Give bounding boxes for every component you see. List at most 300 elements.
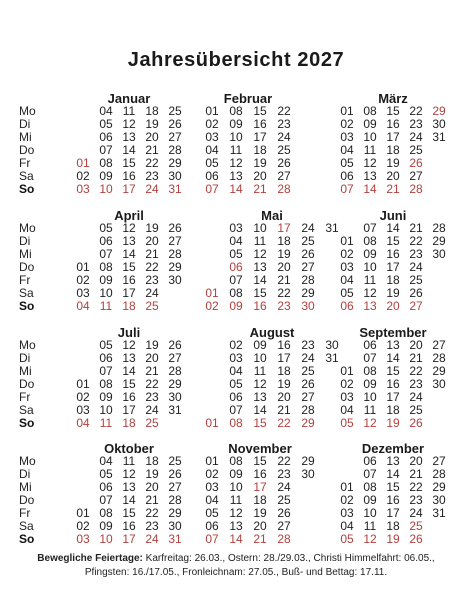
month-name: April <box>114 208 144 223</box>
day-cell: 02 <box>205 299 219 313</box>
day-cell: 22 <box>277 104 291 118</box>
day-cell: 13 <box>229 519 243 533</box>
day-cell: 16 <box>122 390 136 404</box>
day-cell: 10 <box>99 286 113 300</box>
day-cell: 09 <box>363 493 377 507</box>
day-cell: 06 <box>363 338 377 352</box>
day-cell: 25 <box>301 364 315 378</box>
day-cell: 16 <box>253 467 267 481</box>
day-cell: 26 <box>168 467 182 481</box>
day-cell: 13 <box>363 169 377 183</box>
day-cell: 16 <box>122 169 136 183</box>
day-cell: 17 <box>122 286 136 300</box>
day-cell: 13 <box>122 351 136 365</box>
day-cell: 19 <box>277 247 291 261</box>
day-cell: 14 <box>122 493 136 507</box>
month-name: August <box>249 325 295 340</box>
day-cell: 26 <box>409 416 423 430</box>
day-cell: 16 <box>386 493 400 507</box>
day-cell: 19 <box>145 338 159 352</box>
day-cell: 02 <box>229 338 243 352</box>
weekday-label: Sa <box>19 519 34 533</box>
day-cell: 31 <box>432 506 446 520</box>
weekday-label: Di <box>19 467 31 481</box>
day-cell: 18 <box>386 273 400 287</box>
day-cell: 11 <box>363 519 377 533</box>
day-cell: 07 <box>99 364 113 378</box>
day-cell: 08 <box>99 506 113 520</box>
day-cell: 09 <box>229 467 243 481</box>
day-cell: 20 <box>386 169 400 183</box>
day-cell: 24 <box>409 260 423 274</box>
day-cell: 12 <box>363 532 377 546</box>
day-cell: 18 <box>277 234 291 248</box>
day-cell: 19 <box>386 286 400 300</box>
day-cell: 24 <box>145 403 159 417</box>
day-cell: 26 <box>168 338 182 352</box>
day-cell: 05 <box>99 467 113 481</box>
day-cell: 25 <box>277 493 291 507</box>
day-cell: 30 <box>168 273 182 287</box>
day-cell: 03 <box>229 351 243 365</box>
day-cell: 14 <box>386 221 400 235</box>
day-cell: 25 <box>409 403 423 417</box>
day-cell: 17 <box>277 221 291 235</box>
day-cell: 13 <box>122 130 136 144</box>
day-cell: 20 <box>145 351 159 365</box>
day-cell: 16 <box>386 117 400 131</box>
day-cell: 07 <box>229 403 243 417</box>
day-cell: 11 <box>229 493 243 507</box>
day-cell: 06 <box>363 454 377 468</box>
month-name: November <box>228 441 292 456</box>
day-cell: 15 <box>122 260 136 274</box>
day-cell: 20 <box>409 454 423 468</box>
day-cell: 07 <box>363 221 377 235</box>
day-cell: 26 <box>168 117 182 131</box>
day-cell: 08 <box>229 286 243 300</box>
day-cell: 19 <box>253 156 267 170</box>
weekday-label: Sa <box>19 403 34 417</box>
day-cell: 14 <box>253 403 267 417</box>
day-cell: 03 <box>229 221 243 235</box>
day-cell: 20 <box>386 299 400 313</box>
movable-holidays-note <box>0 552 472 580</box>
day-cell: 12 <box>122 338 136 352</box>
day-cell: 21 <box>409 467 423 481</box>
day-cell: 28 <box>168 247 182 261</box>
day-cell: 01 <box>76 156 90 170</box>
day-cell: 16 <box>253 117 267 131</box>
weekday-label: Mi <box>19 247 32 261</box>
day-cell: 18 <box>253 493 267 507</box>
day-cell: 08 <box>363 364 377 378</box>
day-cell: 12 <box>122 467 136 481</box>
day-cell: 20 <box>277 390 291 404</box>
day-cell: 17 <box>122 182 136 196</box>
day-cell: 04 <box>76 416 90 430</box>
day-cell: 08 <box>363 234 377 248</box>
day-cell: 20 <box>409 338 423 352</box>
day-cell: 06 <box>99 351 113 365</box>
day-cell: 14 <box>122 143 136 157</box>
day-cell: 03 <box>76 182 90 196</box>
day-cell: 17 <box>386 260 400 274</box>
day-cell: 28 <box>277 532 291 546</box>
month-name: Januar <box>107 91 151 106</box>
day-cell: 04 <box>99 454 113 468</box>
day-cell: 25 <box>409 273 423 287</box>
day-cell: 05 <box>340 156 354 170</box>
day-cell: 22 <box>277 416 291 430</box>
day-cell: 30 <box>432 377 446 391</box>
day-cell: 02 <box>205 117 219 131</box>
day-cell: 27 <box>277 169 291 183</box>
day-cell: 27 <box>432 454 446 468</box>
day-cell: 15 <box>386 480 400 494</box>
day-cell: 30 <box>432 493 446 507</box>
movable-holidays-line-2: Pfingsten: 16./17.05., Fronleichnam: 27.05., Buß- und Bettag: 17.11. <box>84 567 388 578</box>
day-cell: 23 <box>409 377 423 391</box>
day-cell: 15 <box>253 104 267 118</box>
day-cell: 10 <box>99 403 113 417</box>
day-cell: 29 <box>168 260 182 274</box>
day-cell: 16 <box>277 338 291 352</box>
day-cell: 02 <box>76 390 90 404</box>
day-cell: 18 <box>277 364 291 378</box>
day-cell: 29 <box>432 480 446 494</box>
day-cell: 26 <box>409 532 423 546</box>
day-cell: 05 <box>340 416 354 430</box>
day-cell: 10 <box>229 130 243 144</box>
day-cell: 23 <box>277 467 291 481</box>
day-cell: 31 <box>168 532 182 546</box>
day-cell: 24 <box>277 480 291 494</box>
day-cell: 28 <box>432 221 446 235</box>
weekday-label: Mo <box>19 338 36 352</box>
day-cell: 22 <box>409 234 423 248</box>
day-cell: 14 <box>386 351 400 365</box>
day-cell: 21 <box>409 351 423 365</box>
day-cell: 22 <box>145 260 159 274</box>
day-cell: 05 <box>229 247 243 261</box>
day-cell: 10 <box>363 130 377 144</box>
day-cell: 08 <box>99 156 113 170</box>
day-cell: 09 <box>363 247 377 261</box>
day-cell: 05 <box>99 338 113 352</box>
day-cell: 29 <box>432 104 446 118</box>
day-cell: 01 <box>76 506 90 520</box>
day-cell: 04 <box>229 364 243 378</box>
day-cell: 19 <box>145 117 159 131</box>
day-cell: 01 <box>205 286 219 300</box>
day-cell: 11 <box>99 416 113 430</box>
day-cell: 26 <box>168 221 182 235</box>
day-cell: 08 <box>99 377 113 391</box>
day-cell: 14 <box>386 467 400 481</box>
day-cell: 14 <box>229 182 243 196</box>
day-cell: 04 <box>205 143 219 157</box>
day-cell: 23 <box>409 247 423 261</box>
day-cell: 18 <box>145 104 159 118</box>
weekday-label: Mo <box>19 221 36 235</box>
day-cell: 09 <box>229 117 243 131</box>
day-cell: 17 <box>253 480 267 494</box>
day-cell: 07 <box>205 532 219 546</box>
day-cell: 02 <box>340 377 354 391</box>
day-cell: 03 <box>76 403 90 417</box>
day-cell: 06 <box>99 234 113 248</box>
day-cell: 13 <box>122 480 136 494</box>
weekday-label: Di <box>19 351 31 365</box>
day-cell: 02 <box>76 519 90 533</box>
day-cell: 27 <box>301 260 315 274</box>
day-cell: 31 <box>432 130 446 144</box>
day-cell: 24 <box>301 351 315 365</box>
weekday-label: Fr <box>19 506 31 520</box>
day-cell: 10 <box>363 506 377 520</box>
day-cell: 20 <box>277 260 291 274</box>
day-cell: 07 <box>99 247 113 261</box>
day-cell: 17 <box>277 351 291 365</box>
day-cell: 08 <box>229 104 243 118</box>
day-cell: 07 <box>340 182 354 196</box>
weekday-label: Mi <box>19 130 32 144</box>
weekday-label: Do <box>19 377 35 391</box>
day-cell: 25 <box>409 519 423 533</box>
movable-holidays-line-1: Karfreitag: 26.03., Ostern: 28./29.03., Christi Himmelfahrt: 06.05., <box>142 553 435 564</box>
weekday-label: So <box>19 299 35 313</box>
day-cell: 01 <box>340 480 354 494</box>
day-cell: 29 <box>432 364 446 378</box>
day-cell: 01 <box>205 104 219 118</box>
day-cell: 07 <box>99 493 113 507</box>
day-cell: 10 <box>253 221 267 235</box>
day-cell: 30 <box>168 519 182 533</box>
day-cell: 04 <box>76 299 90 313</box>
day-cell: 13 <box>386 454 400 468</box>
day-cell: 15 <box>122 377 136 391</box>
day-cell: 29 <box>301 416 315 430</box>
day-cell: 23 <box>145 273 159 287</box>
day-cell: 31 <box>325 221 339 235</box>
day-cell: 22 <box>145 377 159 391</box>
day-cell: 24 <box>277 130 291 144</box>
day-cell: 04 <box>340 519 354 533</box>
month-name: September <box>359 325 427 340</box>
month-name: Juni <box>379 208 407 223</box>
day-cell: 09 <box>363 117 377 131</box>
weekday-label: So <box>19 182 35 196</box>
day-cell: 04 <box>340 143 354 157</box>
day-cell: 13 <box>363 299 377 313</box>
day-cell: 30 <box>325 338 339 352</box>
day-cell: 16 <box>386 377 400 391</box>
weekday-label: Fr <box>19 390 31 404</box>
day-cell: 21 <box>277 403 291 417</box>
weekday-label: Do <box>19 143 35 157</box>
day-cell: 18 <box>386 403 400 417</box>
day-cell: 27 <box>409 169 423 183</box>
day-cell: 02 <box>205 467 219 481</box>
day-cell: 19 <box>277 377 291 391</box>
day-cell: 01 <box>340 104 354 118</box>
day-cell: 12 <box>363 286 377 300</box>
day-cell: 24 <box>409 130 423 144</box>
day-cell: 12 <box>122 117 136 131</box>
day-cell: 04 <box>205 493 219 507</box>
day-cell: 11 <box>122 104 136 118</box>
day-cell: 13 <box>253 390 267 404</box>
day-cell: 21 <box>145 364 159 378</box>
day-cell: 27 <box>277 519 291 533</box>
day-cell: 10 <box>99 532 113 546</box>
day-cell: 15 <box>386 234 400 248</box>
day-cell: 30 <box>168 390 182 404</box>
day-cell: 10 <box>253 351 267 365</box>
day-cell: 06 <box>340 169 354 183</box>
day-cell: 16 <box>122 519 136 533</box>
day-cell: 03 <box>340 390 354 404</box>
day-cell: 03 <box>340 260 354 274</box>
day-cell: 19 <box>386 532 400 546</box>
day-cell: 03 <box>205 130 219 144</box>
day-cell: 07 <box>229 273 243 287</box>
day-cell: 22 <box>409 480 423 494</box>
day-cell: 09 <box>99 273 113 287</box>
day-cell: 23 <box>145 390 159 404</box>
day-cell: 13 <box>386 338 400 352</box>
day-cell: 15 <box>122 156 136 170</box>
day-cell: 03 <box>340 506 354 520</box>
day-cell: 12 <box>363 156 377 170</box>
day-cell: 28 <box>168 143 182 157</box>
day-cell: 17 <box>122 403 136 417</box>
day-cell: 05 <box>340 532 354 546</box>
day-cell: 05 <box>99 221 113 235</box>
day-cell: 11 <box>253 234 267 248</box>
day-cell: 23 <box>145 519 159 533</box>
day-cell: 19 <box>145 467 159 481</box>
day-cell: 17 <box>386 130 400 144</box>
day-cell: 14 <box>122 364 136 378</box>
day-cell: 05 <box>205 156 219 170</box>
day-cell: 18 <box>122 299 136 313</box>
weekday-label: So <box>19 416 35 430</box>
movable-holidays-label: Bewegliche Feiertage: <box>37 553 143 564</box>
weekday-label: Di <box>19 117 31 131</box>
day-cell: 19 <box>145 221 159 235</box>
day-cell: 24 <box>301 221 315 235</box>
day-cell: 11 <box>122 454 136 468</box>
day-cell: 05 <box>340 286 354 300</box>
day-cell: 25 <box>168 454 182 468</box>
day-cell: 10 <box>363 260 377 274</box>
day-cell: 26 <box>301 247 315 261</box>
day-cell: 07 <box>363 467 377 481</box>
day-cell: 15 <box>253 454 267 468</box>
day-cell: 06 <box>229 260 243 274</box>
day-cell: 25 <box>145 299 159 313</box>
day-cell: 14 <box>253 273 267 287</box>
day-cell: 07 <box>205 182 219 196</box>
day-cell: 02 <box>76 273 90 287</box>
day-cell: 11 <box>229 143 243 157</box>
day-cell: 11 <box>363 403 377 417</box>
day-cell: 29 <box>301 454 315 468</box>
day-cell: 30 <box>301 467 315 481</box>
day-cell: 09 <box>229 299 243 313</box>
day-cell: 01 <box>76 260 90 274</box>
day-cell: 09 <box>253 338 267 352</box>
day-cell: 02 <box>340 493 354 507</box>
day-cell: 15 <box>386 364 400 378</box>
day-cell: 05 <box>229 377 243 391</box>
day-cell: 24 <box>145 286 159 300</box>
day-cell: 21 <box>145 247 159 261</box>
day-cell: 16 <box>386 247 400 261</box>
day-cell: 10 <box>99 182 113 196</box>
day-cell: 22 <box>145 506 159 520</box>
day-cell: 28 <box>168 493 182 507</box>
day-cell: 09 <box>363 377 377 391</box>
day-cell: 29 <box>301 286 315 300</box>
day-cell: 18 <box>386 519 400 533</box>
day-cell: 01 <box>205 416 219 430</box>
day-cell: 27 <box>168 351 182 365</box>
day-cell: 22 <box>409 104 423 118</box>
day-cell: 24 <box>409 506 423 520</box>
day-cell: 02 <box>340 117 354 131</box>
day-cell: 07 <box>363 351 377 365</box>
day-cell: 11 <box>363 273 377 287</box>
day-cell: 04 <box>340 273 354 287</box>
day-cell: 25 <box>409 143 423 157</box>
month-name: Dezember <box>361 441 425 456</box>
day-cell: 20 <box>145 234 159 248</box>
day-cell: 06 <box>99 130 113 144</box>
day-cell: 12 <box>122 221 136 235</box>
month-name: Juli <box>117 325 141 340</box>
day-cell: 03 <box>76 286 90 300</box>
day-cell: 23 <box>301 338 315 352</box>
day-cell: 03 <box>76 532 90 546</box>
day-cell: 30 <box>432 117 446 131</box>
day-cell: 28 <box>277 182 291 196</box>
day-cell: 01 <box>340 234 354 248</box>
day-cell: 02 <box>340 247 354 261</box>
day-cell: 05 <box>205 506 219 520</box>
day-cell: 22 <box>145 156 159 170</box>
day-cell: 19 <box>386 416 400 430</box>
day-cell: 19 <box>386 156 400 170</box>
weekday-label: Mo <box>19 454 36 468</box>
day-cell: 23 <box>145 169 159 183</box>
day-cell: 23 <box>409 117 423 131</box>
day-cell: 12 <box>253 377 267 391</box>
day-cell: 21 <box>253 532 267 546</box>
day-cell: 31 <box>168 182 182 196</box>
day-cell: 21 <box>145 143 159 157</box>
day-cell: 27 <box>168 480 182 494</box>
day-cell: 22 <box>277 454 291 468</box>
day-cell: 06 <box>205 519 219 533</box>
day-cell: 11 <box>99 299 113 313</box>
day-cell: 21 <box>253 182 267 196</box>
day-cell: 12 <box>229 156 243 170</box>
day-cell: 18 <box>386 143 400 157</box>
day-cell: 28 <box>168 364 182 378</box>
